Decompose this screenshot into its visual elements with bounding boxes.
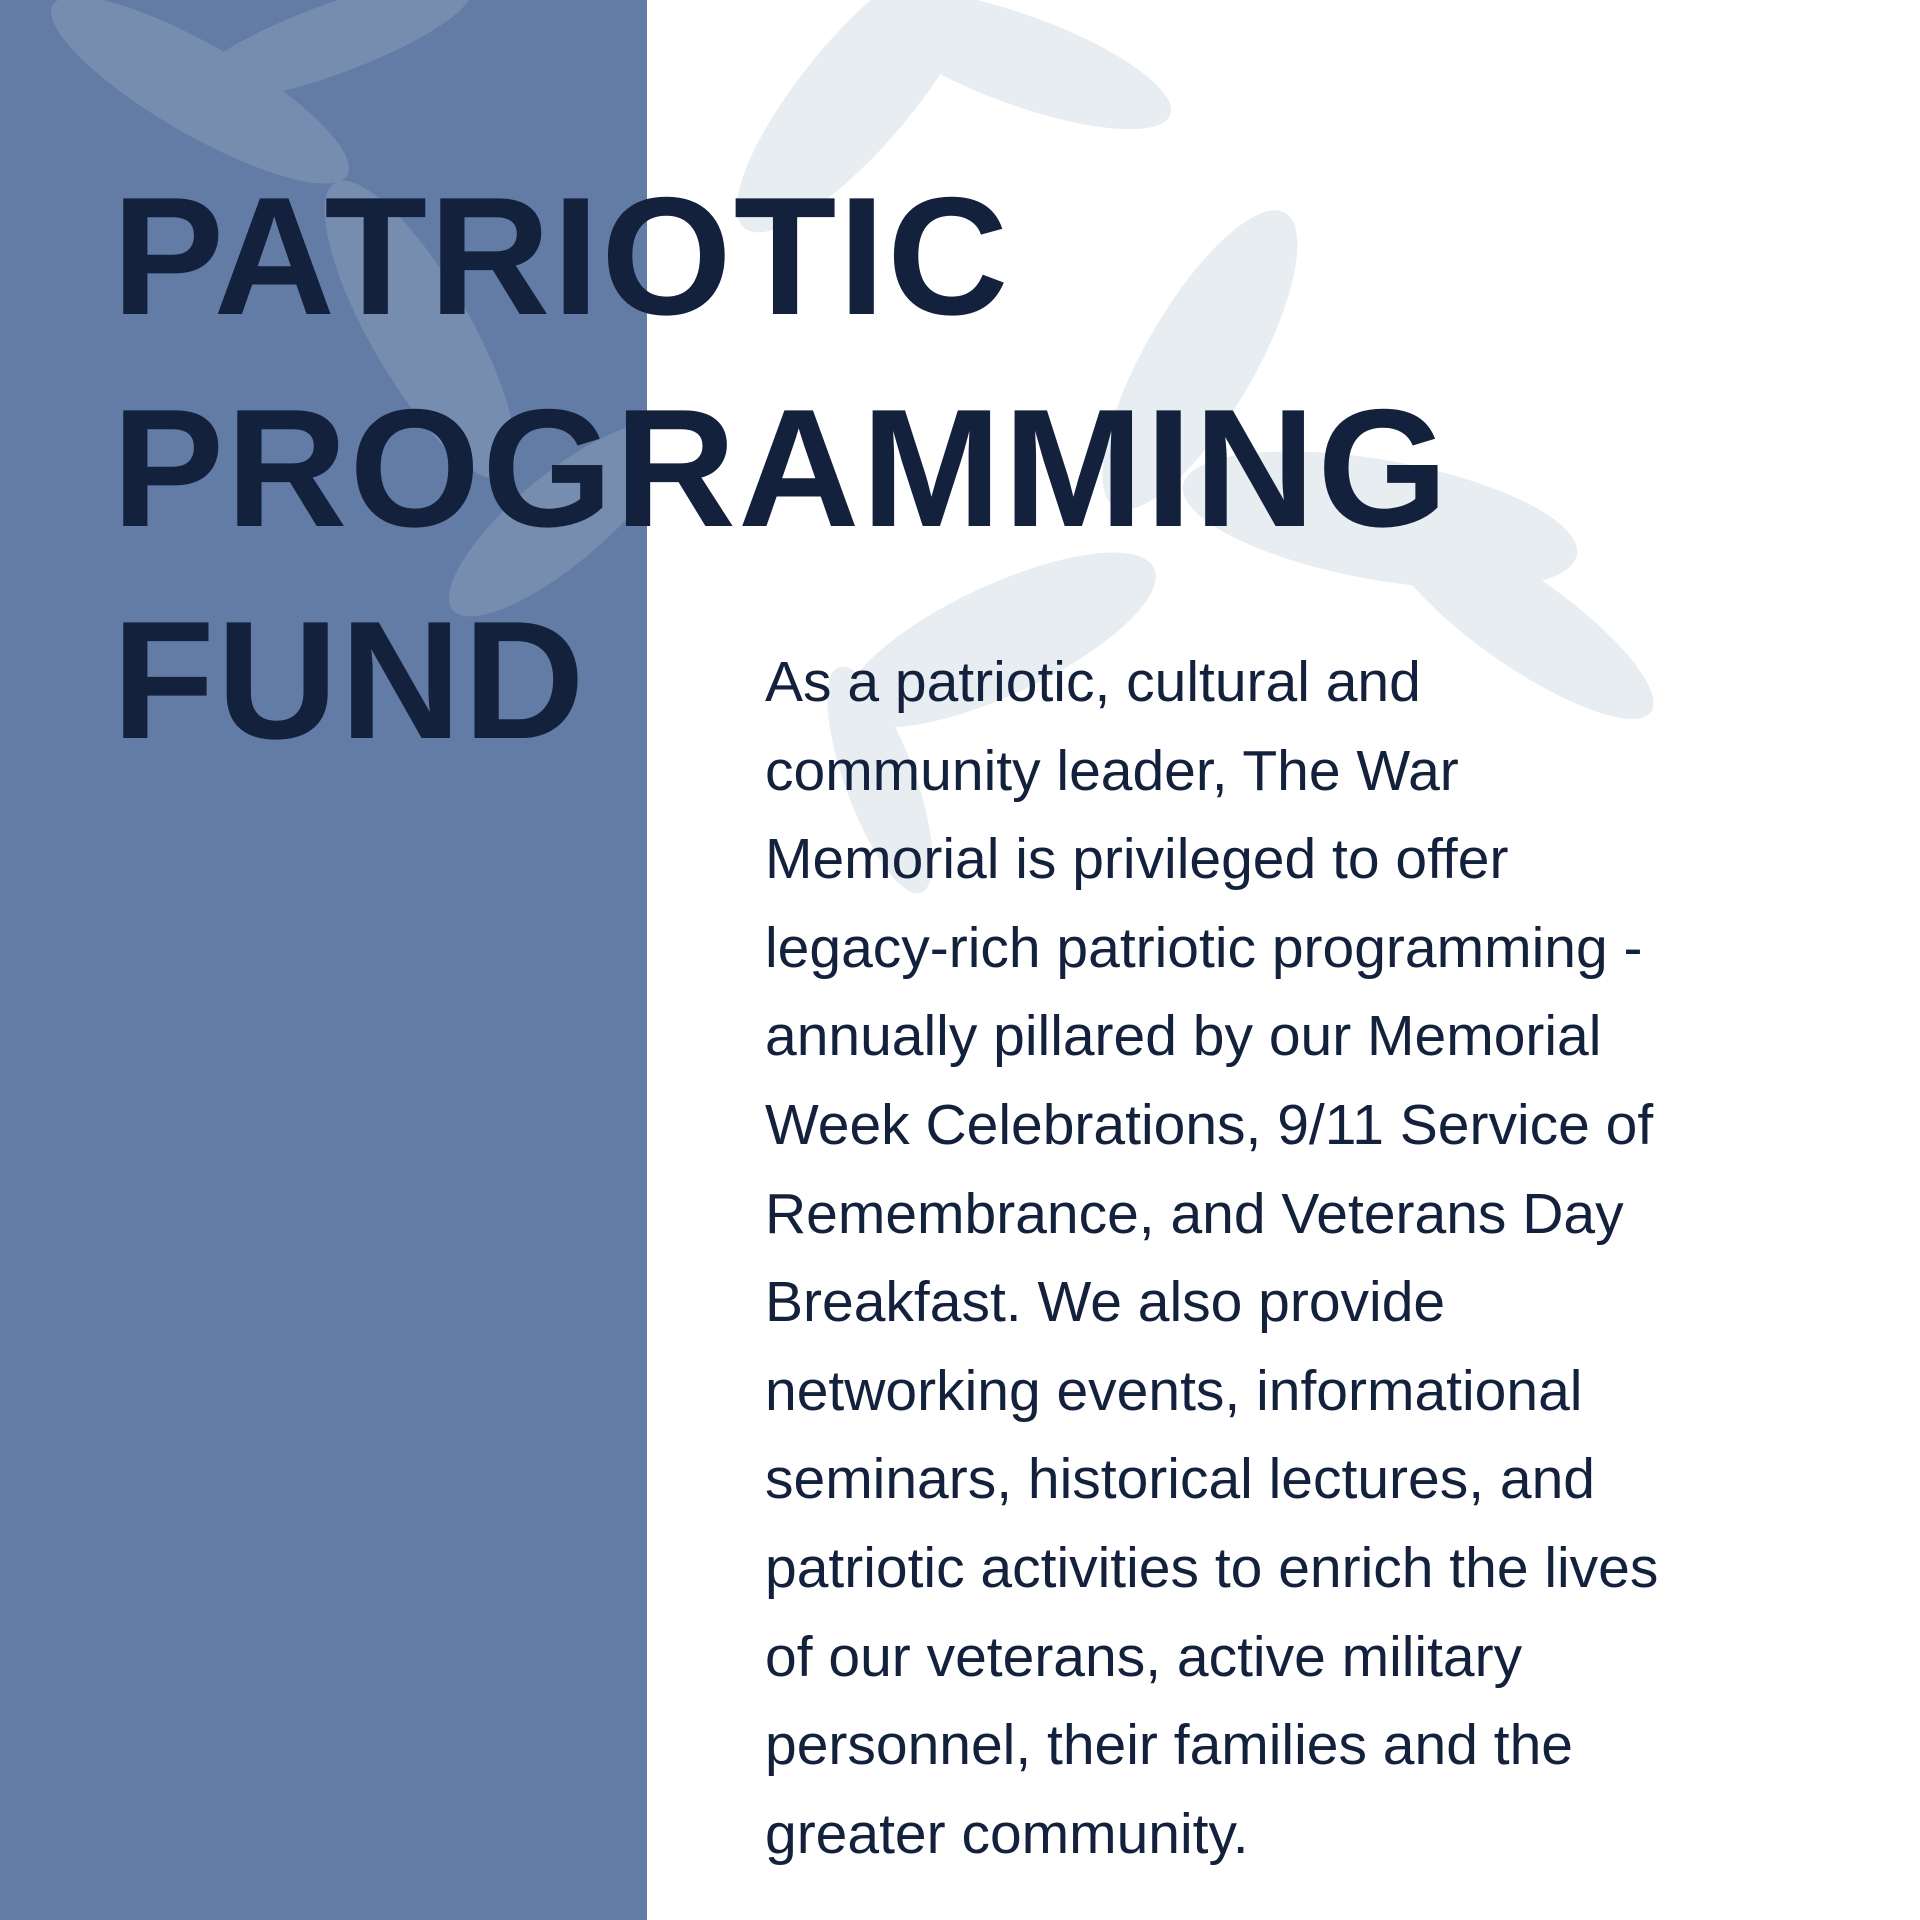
body-line: legacy-rich patriotic programming - [765,915,1643,980]
body-line: community leader, The War [765,738,1459,803]
body-line: personnel, their families and the [765,1713,1573,1778]
body-line: greater community. [765,1801,1249,1866]
title-line: PROGRAMMING [112,374,1450,562]
body-line: Remembrance, and Veterans Day [765,1181,1624,1246]
body-line: of our veterans, active military [765,1624,1523,1689]
body-line: patriotic activities to enrich the lives [765,1535,1659,1600]
title-line: FUND [112,586,587,774]
body-line: networking events, informational [765,1358,1583,1423]
body-line: Breakfast. We also provide [765,1270,1446,1335]
body-line: annually pillared by our Memorial [765,1004,1602,1069]
body-line: As a patriotic, cultural and [765,650,1421,714]
body-line: Memorial is privileged to offer [765,827,1509,892]
body-line: seminars, historical lectures, and [765,1447,1596,1512]
title-line: PATRIOTIC [112,162,1011,350]
description-paragraph [765,638,1658,1878]
body-line: Week Celebrations, 9/11 Service of [765,1092,1654,1157]
